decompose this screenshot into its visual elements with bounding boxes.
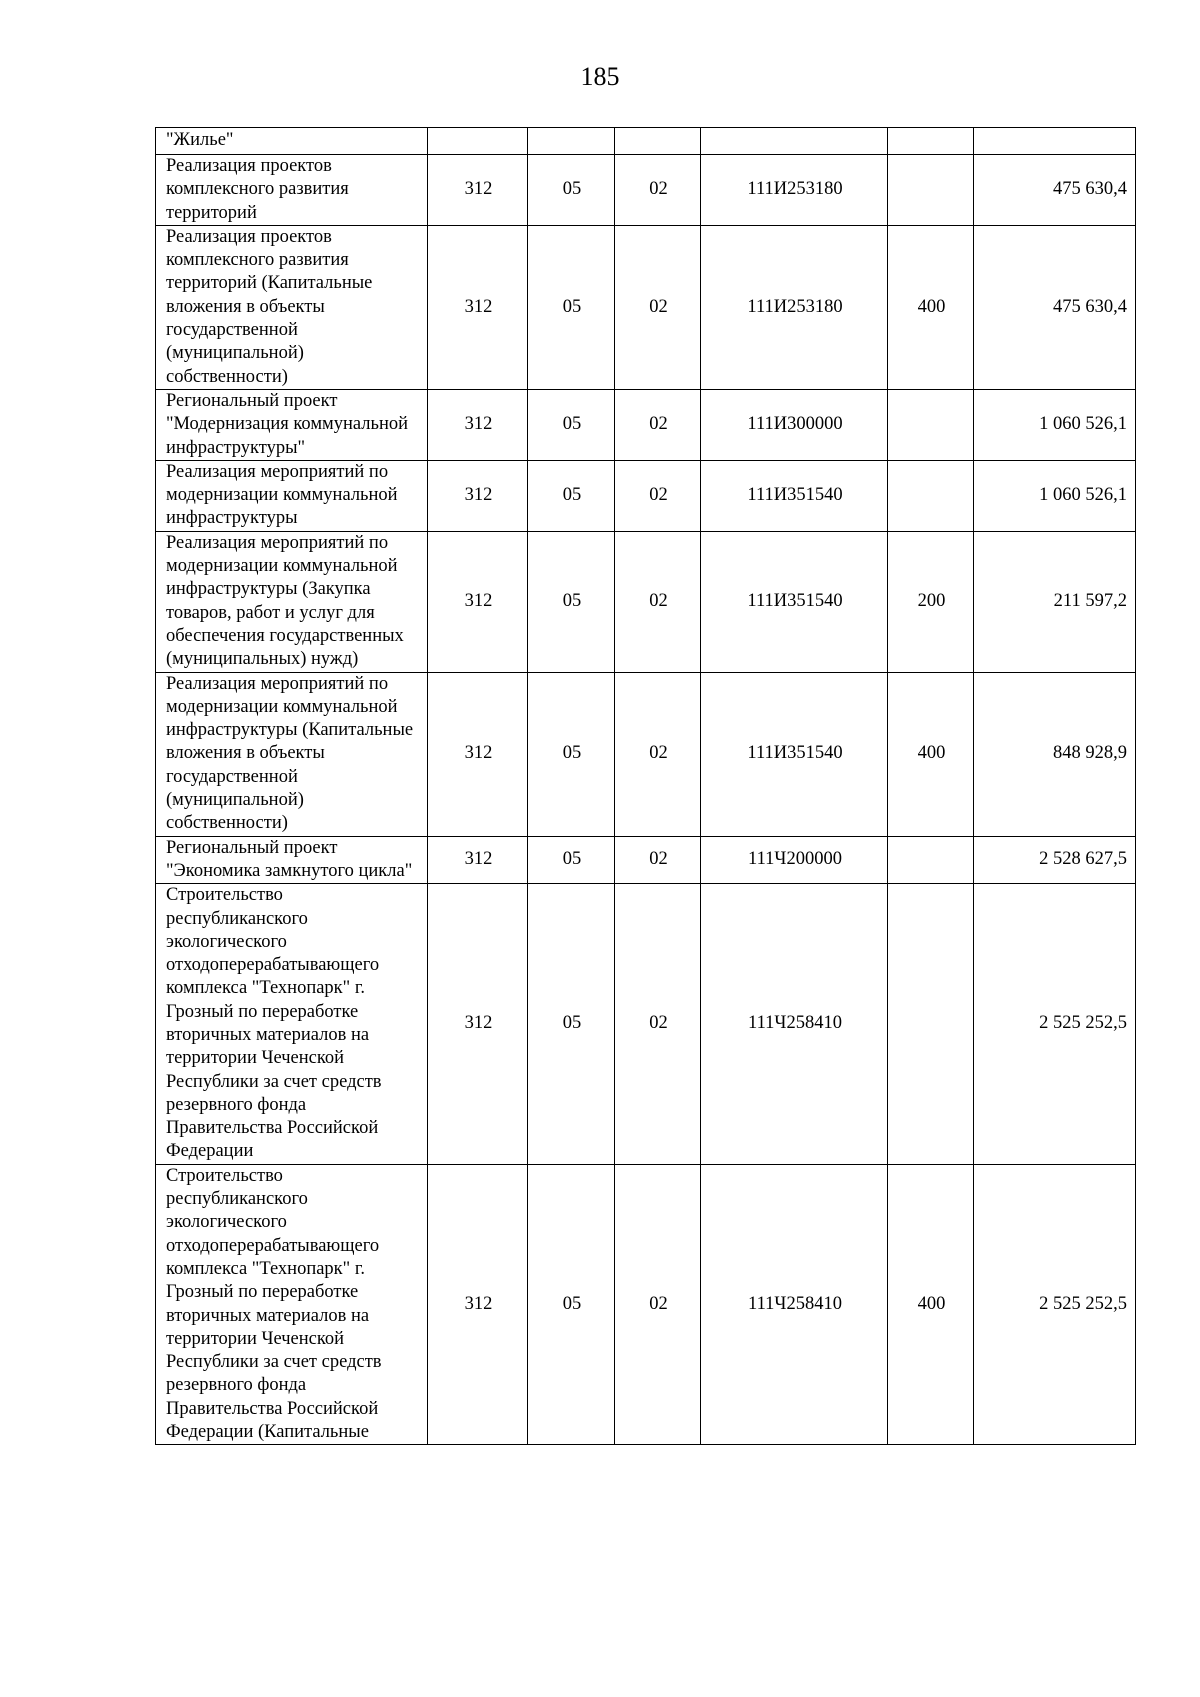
expense-type-code: [888, 155, 974, 226]
subsection-code: 02: [615, 389, 701, 460]
ministry-code: 312: [428, 460, 528, 531]
table-row: [156, 531, 1136, 672]
table-row: [156, 672, 1136, 836]
target-article-code: 111Ч200000: [701, 836, 888, 884]
amount: [974, 128, 1136, 155]
row-name: Реализация проектов комплексного развития территорий: [156, 155, 428, 226]
target-article-code: 111Ч258410: [701, 884, 888, 1165]
target-article-code: [701, 128, 888, 155]
row-name: Строительство республиканского экологического отходоперерабатывающего комплекса "Технопарк" г. Грозный по переработке вторичных материалов на территории Чеченской Республики за счет средств резервного фонда Правительства Российской Федерации: [156, 884, 428, 1165]
expense-type-code: 400: [888, 672, 974, 836]
amount: 1 060 526,1: [974, 389, 1136, 460]
row-name: Реализация мероприятий по модернизации коммунальной инфраструктуры: [156, 460, 428, 531]
expense-type-code: 400: [888, 1164, 974, 1445]
ministry-code: 312: [428, 672, 528, 836]
target-article-code: 111И300000: [701, 389, 888, 460]
page-number: 185: [580, 62, 620, 91]
amount: 2 528 627,5: [974, 836, 1136, 884]
table-row: [156, 225, 1136, 389]
expense-type-code: 400: [888, 225, 974, 389]
expense-type-code: [888, 836, 974, 884]
target-article-code: 111И253180: [701, 225, 888, 389]
section-code: 05: [528, 884, 615, 1165]
amount: 475 630,4: [974, 225, 1136, 389]
subsection-code: 02: [615, 672, 701, 836]
row-name: Реализация мероприятий по модернизации коммунальной инфраструктуры (Закупка товаров, работ и услуг для обеспечения государственных (муниципальных) нужд): [156, 531, 428, 672]
section-code: 05: [528, 460, 615, 531]
section-code: 05: [528, 1164, 615, 1445]
target-article-code: 111И351540: [701, 672, 888, 836]
expense-type-code: [888, 884, 974, 1165]
ministry-code: 312: [428, 225, 528, 389]
ministry-code: 312: [428, 389, 528, 460]
ministry-code: 312: [428, 1164, 528, 1445]
ministry-code: 312: [428, 531, 528, 672]
table-row: [156, 155, 1136, 226]
expense-type-code: 200: [888, 531, 974, 672]
subsection-code: 02: [615, 531, 701, 672]
subsection-code: 02: [615, 1164, 701, 1445]
row-name: Региональный проект "Модернизация коммунальной инфраструктуры": [156, 389, 428, 460]
section-code: [528, 128, 615, 155]
expense-type-code: [888, 128, 974, 155]
amount: 2 525 252,5: [974, 1164, 1136, 1445]
target-article-code: 111Ч258410: [701, 1164, 888, 1445]
target-article-code: 111И253180: [701, 155, 888, 226]
table-row: [156, 389, 1136, 460]
budget-table: [155, 127, 1136, 1445]
subsection-code: 02: [615, 884, 701, 1165]
section-code: 05: [528, 389, 615, 460]
table-row: [156, 1164, 1136, 1445]
section-code: 05: [528, 531, 615, 672]
subsection-code: 02: [615, 836, 701, 884]
section-code: 05: [528, 836, 615, 884]
ministry-code: 312: [428, 884, 528, 1165]
table-row: [156, 128, 1136, 155]
subsection-code: 02: [615, 225, 701, 389]
table-row: [156, 836, 1136, 884]
ministry-code: 312: [428, 155, 528, 226]
ministry-code: [428, 128, 528, 155]
expense-type-code: [888, 460, 974, 531]
subsection-code: [615, 128, 701, 155]
row-name: Реализация проектов комплексного развития территорий (Капитальные вложения в объекты государственной (муниципальной) собственности): [156, 225, 428, 389]
expense-type-code: [888, 389, 974, 460]
row-name: Строительство республиканского экологического отходоперерабатывающего комплекса "Технопарк" г. Грозный по переработке вторичных материалов на территории Чеченской Республики за счет средств резервного фонда Правительства Российской Федерации (Капитальные: [156, 1164, 428, 1445]
target-article-code: 111И351540: [701, 460, 888, 531]
subsection-code: 02: [615, 460, 701, 531]
section-code: 05: [528, 225, 615, 389]
subsection-code: 02: [615, 155, 701, 226]
row-name: "Жилье": [156, 128, 428, 155]
ministry-code: 312: [428, 836, 528, 884]
section-code: 05: [528, 155, 615, 226]
amount: 211 597,2: [974, 531, 1136, 672]
target-article-code: 111И351540: [701, 531, 888, 672]
section-code: 05: [528, 672, 615, 836]
table-row: [156, 460, 1136, 531]
amount: 1 060 526,1: [974, 460, 1136, 531]
row-name: Реализация мероприятий по модернизации коммунальной инфраструктуры (Капитальные вложения в объекты государственной (муниципальной) собственности): [156, 672, 428, 836]
amount: 475 630,4: [974, 155, 1136, 226]
row-name: Региональный проект "Экономика замкнутого цикла": [156, 836, 428, 884]
amount: 848 928,9: [974, 672, 1136, 836]
amount: 2 525 252,5: [974, 884, 1136, 1165]
table-row: [156, 884, 1136, 1165]
